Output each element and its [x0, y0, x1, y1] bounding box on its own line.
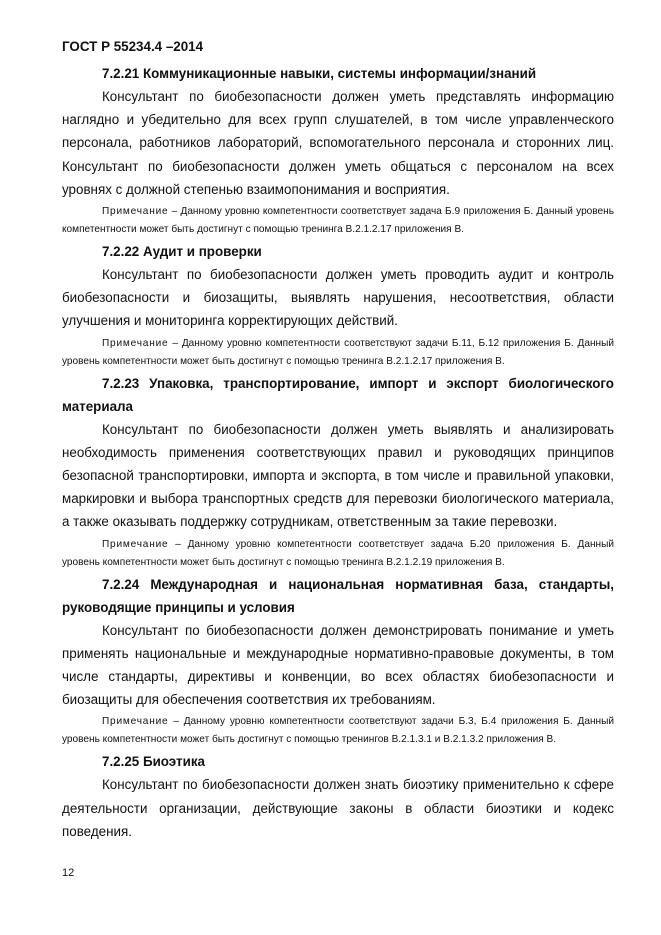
section-heading: 7.2.25 Биоэтика [102, 754, 205, 770]
note-label: Примечание [102, 337, 169, 349]
section-7-2-21 [62, 62, 614, 239]
section-7-2-25 [62, 750, 614, 843]
section-paragraph: Консультант по биобезопасности должен уметь проводить аудит и контроль биобезопасности и биозащиты, выявлять нарушения, несоответствия, области улучшения и мониторинга корректирующих действий. [62, 267, 614, 329]
note-label: Примечание [102, 206, 169, 218]
section-paragraph: Консультант по биобезопасности должен уметь выявлять и анализировать необходимость применения соответствующих правил и руководящих принципов безопасной транспортировки, импорта и экспорта, в том числе и правильной упаковки, маркировки и выбора транспортных средств для перевозки биологического материала, а также оказывать поддержку сотрудникам, ответственным за такие перевозки. [62, 421, 614, 530]
section-paragraph: Консультант по биобезопасности должен демонстрировать понимание и уметь применять национальные и международные нормативно-правовые документы, в том числе стандарты, директивы и конвенции, во всех областях биобезопасности и биозащиты для обеспечения соответствия их требованиям. [62, 622, 614, 708]
note-text: – Данному уровню компетентности соответствует задача Б.9 приложения Б. Данный уровень компетентности может быть достигнут с помощью тренинга В.2.1.2.17 приложения В. [62, 206, 614, 236]
section-7-2-22 [62, 240, 614, 371]
section-heading: 7.2.21 Коммуникационные навыки, системы информации/знаний [102, 66, 537, 81]
section-heading: 7.2.24 Международная и национальная нормативная база, стандарты, руководящие принципы и условия [62, 576, 614, 615]
note-label: Примечание [102, 538, 169, 550]
section-7-2-23 [62, 372, 614, 572]
section-note [62, 713, 614, 749]
document-header: ГОСТ Р 55234.4 –2014 [62, 39, 204, 54]
section-paragraph: Консультант по биобезопасности должен знать биоэтику применительно к сфере деятельности организации, действующие законы в области биоэтики и кодекс поведения. [62, 777, 614, 839]
section-heading: 7.2.22 Аудит и проверки [102, 244, 262, 260]
note-label: Примечание [102, 716, 169, 728]
section-paragraph: Консультант по биобезопасности должен уметь представлять информацию наглядно и убедительно для всех групп слушателей, в том числе управленческого персонала, работников лабораторий, вспомогательного персонала и сторонних лиц. Консультант по биобезопасности должен уметь общаться с персоналом на всех уровнях с должной степенью взаимопонимания и восприятия. [62, 89, 614, 197]
document-page [62, 38, 614, 843]
section-heading: 7.2.23 Упаковка, транспортирование, импорт и экспорт биологического материала [62, 375, 614, 414]
note-text: – Данному уровню компетентности соответствуют задачи Б.11, Б.12 приложения Б. Данный уровень компетентности может быть достигнут с помощью тренинга В.2.1.2.17 приложения В. [62, 337, 614, 367]
section-note [62, 335, 614, 371]
note-text: – Данному уровню компетентности соответствует задача Б.20 приложения Б. Данный уровень компетентности может быть достигнут с помощью тренинга В.2.1.2.19 приложения В. [62, 538, 614, 568]
section-note [62, 203, 614, 239]
note-text: – Данному уровню компетентности соответствуют задачи Б.3, Б.4 приложения Б. Данный уровень компетентности может быть достигнут с помощью тренингов В.2.1.3.1 и В.2.1.3.2 приложения В. [62, 716, 614, 746]
section-7-2-24 [62, 573, 614, 750]
section-note [62, 536, 614, 572]
page-number: 12 [62, 867, 75, 879]
